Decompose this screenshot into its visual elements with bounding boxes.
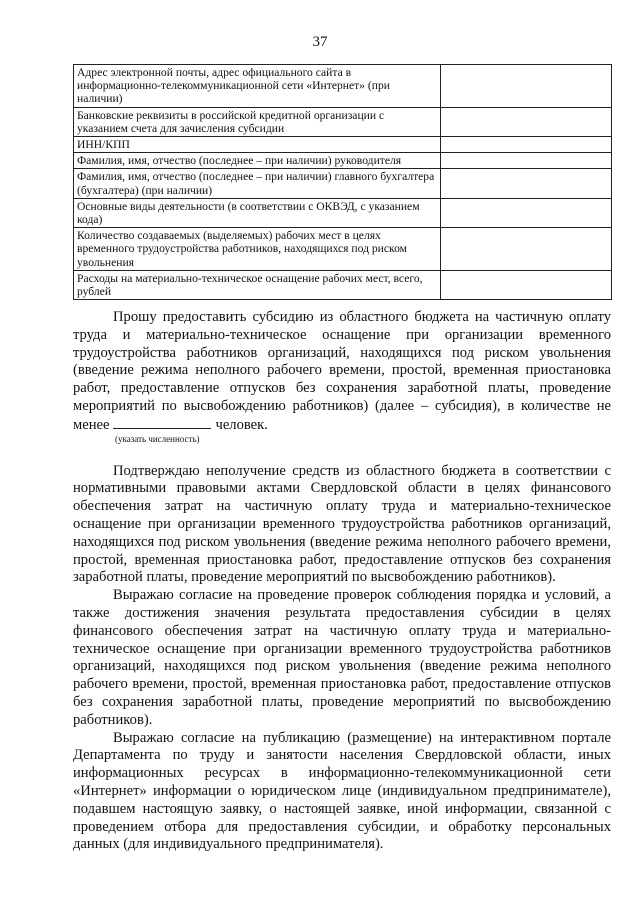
- row-value-director-name[interactable]: [441, 153, 612, 169]
- row-label-accountant-name: Фамилия, имя, отчество (последнее – при наличии) главного бухгалтера (бухгалтера) (при наличии): [74, 169, 441, 198]
- page-number: 37: [312, 34, 328, 50]
- row-label-equipment-expenses: Расходы на материально-техническое оснащение рабочих мест, всего, рублей: [74, 270, 441, 299]
- table-row: [74, 228, 612, 271]
- table-row: [74, 107, 612, 136]
- row-label-director-name: Фамилия, имя, отчество (последнее – при наличии) руководителя: [74, 153, 441, 169]
- consent-checks-paragraph: Выражаю согласие на проведение проверок соблюдения порядка и условий, а также достижения значения результата предоставления субсидии в целях финансового обеспечения затрат на частичную оплату труда и материально-техническое оснащение при организации временного трудоустройства работников организаций, находящихся под риском увольнения (введение режима неполного рабочего времени, простой, временная приостановка работ, предоставление отпусков без сохранения заработной платы, проведение мероприятий по высвобождению работников).: [73, 587, 611, 728]
- row-value-workplaces-count[interactable]: [441, 228, 612, 271]
- row-value-inn-kpp[interactable]: [441, 137, 612, 153]
- row-value-accountant-name[interactable]: [441, 169, 612, 198]
- request-text: Прошу предоставить субсидию из областного бюджета на частичную оплату труда и материально-техническое оснащение при организации временного трудоустройства работников организаций, находящихся под риском увольнения (введение режима неполного рабочего времени, простой, временная приостановка работ, предоставление отпусков без сохранения заработной платы, проведение мероприятий по высвобождению работников) (далее – субсидия), в количестве не менее: [73, 309, 611, 433]
- table-row: [74, 198, 612, 227]
- table-row: [74, 137, 612, 153]
- table-row: [74, 153, 612, 169]
- headcount-blank[interactable]: [113, 416, 211, 429]
- row-value-equipment-expenses[interactable]: [441, 270, 612, 299]
- table-row: [74, 169, 612, 198]
- row-label-inn-kpp: ИНН/КПП: [74, 137, 441, 153]
- row-value-okved-activities[interactable]: [441, 198, 612, 227]
- confirmation-paragraph: Подтверждаю неполучение средств из областного бюджета в соответствии с нормативными правовыми актами Свердловской области в целях финансового обеспечения затрат на частичную оплату труда и материально-техническое оснащение при организации временного трудоустройства работников организаций, находящихся под риском увольнения (введение режима неполного рабочего времени, простой, временная приостановка работ, предоставление отпусков без сохранения заработной платы, проведение мероприятий по высвобождению работников).: [73, 462, 611, 586]
- row-value-email-website[interactable]: [441, 65, 612, 108]
- row-label-email-website: Адрес электронной почты, адрес официального сайта в информационно-телекоммуникационной сети «Интернет» (при наличии): [74, 65, 441, 108]
- applicant-info-table: [73, 64, 612, 300]
- row-label-okved-activities: Основные виды деятельности (в соответствии с ОКВЭД, с указанием кода): [74, 198, 441, 227]
- subsidy-request-paragraph: [73, 309, 611, 435]
- table-row: [74, 270, 612, 299]
- row-label-bank-details: Банковские реквизиты в российской кредитной организации с указанием счета для зачисления субсидии: [74, 107, 441, 136]
- application-body: [73, 309, 611, 854]
- request-text-end: человек.: [215, 416, 268, 433]
- row-label-workplaces-count: Количество создаваемых (выделяемых) рабочих мест в целях временного трудоустройства работников, находящихся под риском увольнения: [74, 228, 441, 271]
- table-row: [74, 65, 612, 108]
- headcount-caption: (указать численность): [115, 433, 200, 444]
- row-value-bank-details[interactable]: [441, 107, 612, 136]
- consent-publication-paragraph: Выражаю согласие на публикацию (размещение) на интерактивном портале Департамента по труду и занятости населения Свердловской области, иных информационных ресурсах в информационно-телекоммуникационной сети «Интернет» информации о юридическом лице (индивидуальном предпринимателе), подавшем настоящую заявку, о настоящей заявке, иной информации, связанной с проведением отбора для предоставления субсидии, и обработку персональных данных (для индивидуального предпринимателя).: [73, 729, 611, 853]
